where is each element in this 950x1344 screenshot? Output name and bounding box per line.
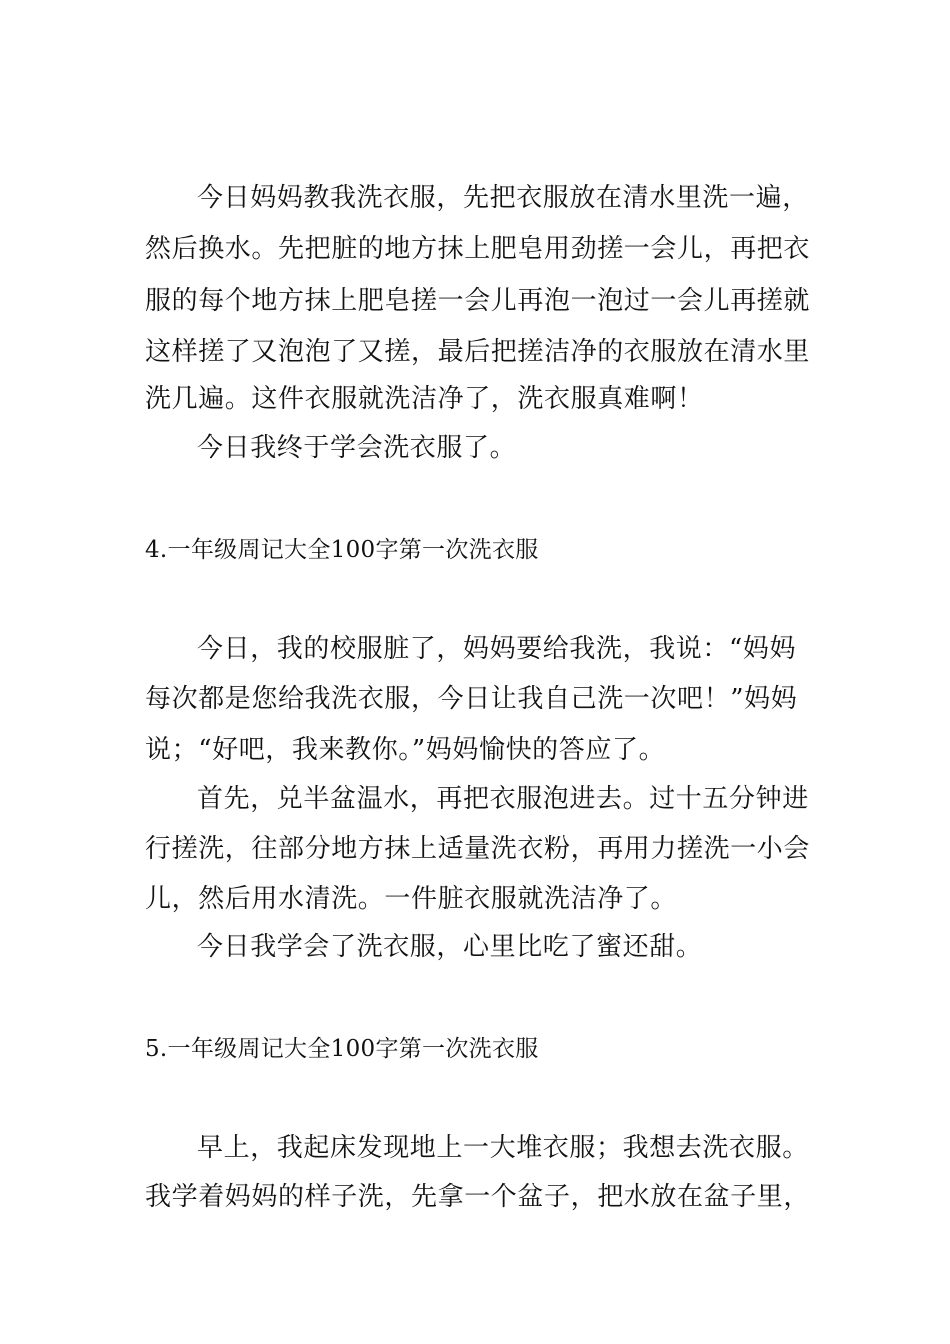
text-line: 今日妈妈教我洗衣服，先把衣服放在清水里洗一遍，: [197, 183, 809, 213]
section-heading: 4.一年级周记大全100字第一次洗衣服: [145, 537, 539, 563]
text-line: 儿，然后用水清洗。一件脏衣服就洗洁净了。: [145, 884, 678, 914]
text-line: 今日我终于学会洗衣服了。: [197, 433, 517, 463]
text-line: 这样搓了又泡泡了又搓，最后把搓洁净的衣服放在清水里: [145, 337, 811, 367]
text-line: 说；“好吧，我来教你。”妈妈愉快的答应了。: [145, 735, 666, 765]
text-line: 我学着妈妈的样子洗，先拿一个盆子，把水放在盆子里，: [145, 1182, 811, 1212]
text-line: 行搓洗，往部分地方抹上适量洗衣粉，再用力搓洗一小会: [145, 834, 811, 864]
text-line: 今日我学会了洗衣服，心里比吃了蜜还甜。: [197, 932, 703, 962]
text-line: 今日，我的校服脏了，妈妈要给我洗，我说：“妈妈: [197, 634, 797, 664]
text-line: 服的每个地方抹上肥皂搓一会儿再泡一泡过一会儿再搓就: [145, 286, 811, 316]
text-line: 每次都是您给我洗衣服，今日让我自己洗一次吧！”妈妈: [145, 684, 798, 714]
text-line: 早上，我起床发现地上一大堆衣服；我想去洗衣服。: [197, 1133, 809, 1163]
text-line: 洗几遍。这件衣服就洗洁净了，洗衣服真难啊！: [145, 384, 704, 414]
text-line: 首先，兑半盆温水，再把衣服泡进去。过十五分钟进: [197, 784, 809, 814]
text-line: 然后换水。先把脏的地方抹上肥皂用劲搓一会儿，再把衣: [145, 234, 811, 264]
section-heading: 5.一年级周记大全100字第一次洗衣服: [145, 1036, 539, 1062]
